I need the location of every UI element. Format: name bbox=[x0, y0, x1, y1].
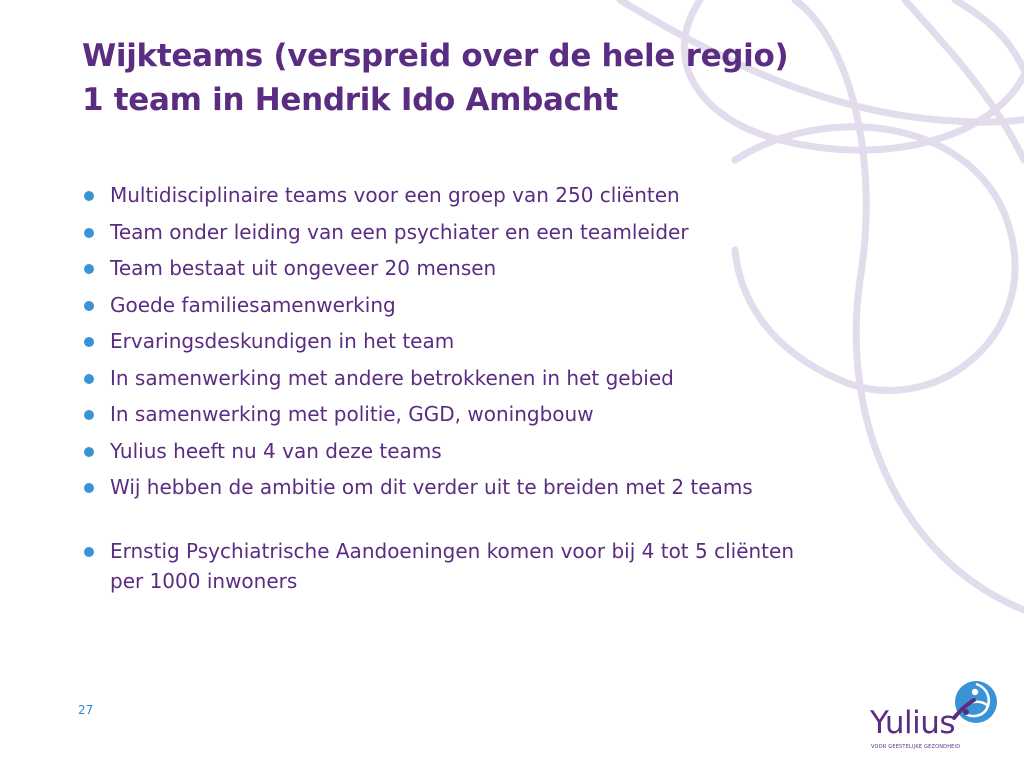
bullet-item bbox=[82, 290, 802, 320]
bullet-item bbox=[82, 217, 802, 247]
slide-title-line-1: Wijkteams (verspreid over de hele regio) bbox=[82, 38, 789, 74]
bullet-text: Ernstig Psychiatrische Aandoeningen komen voor bij 4 tot 5 cliënten per 1000 inwoners bbox=[110, 539, 795, 593]
bullet-text: Goede familiesamenwerking bbox=[110, 292, 396, 317]
bullet-text: Team onder leiding van een psychiater en een teamleider bbox=[110, 219, 689, 244]
bullet-dot-icon bbox=[84, 301, 94, 311]
slide-title-line-2: 1 team in Hendrik Ido Ambacht bbox=[82, 82, 619, 118]
bullet-text: Team bestaat uit ongeveer 20 mensen bbox=[110, 256, 497, 280]
bullet-dot-icon bbox=[84, 228, 94, 238]
bullet-dot-icon bbox=[84, 337, 94, 347]
yulius-logo-text: Yulius bbox=[870, 705, 956, 741]
slide-title bbox=[82, 34, 842, 122]
bullet-dot-icon bbox=[84, 483, 94, 493]
bullet-dot-icon bbox=[84, 447, 94, 457]
bullet-dot-icon bbox=[84, 547, 94, 557]
bullet-text: In samenwerking met politie, GGD, woningbouw bbox=[110, 402, 594, 426]
bullet-dot-icon bbox=[84, 191, 94, 201]
bullet-text: Wij hebben de ambitie om dit verder uit te breiden met 2 teams bbox=[110, 475, 753, 499]
bullet-text: Multidisciplinaire teams voor een groep van 250 cliënten bbox=[110, 183, 680, 207]
page-number: 27 bbox=[78, 703, 94, 717]
bullet-dot-icon bbox=[84, 410, 94, 420]
bullet-text: Yulius heeft nu 4 van deze teams bbox=[110, 438, 442, 463]
bullet-item bbox=[82, 180, 802, 210]
bullet-dot-icon bbox=[84, 374, 94, 384]
bullet-item bbox=[82, 399, 802, 429]
bullet-dot-icon bbox=[84, 264, 94, 274]
bullet-text: Ervaringsdeskundigen in het team bbox=[110, 329, 455, 353]
bullet-item-extra bbox=[82, 536, 802, 596]
bullet-item bbox=[82, 363, 802, 393]
bullet-item bbox=[82, 436, 802, 466]
bullet-item bbox=[82, 326, 802, 356]
bullet-list bbox=[82, 180, 802, 603]
yulius-logo-tagline: VOOR GEESTELIJKE GEZONDHEID bbox=[871, 744, 961, 750]
bullet-item bbox=[82, 472, 802, 502]
bullet-item bbox=[82, 253, 802, 283]
bullet-text: In samenwerking met andere betrokkenen in het gebied bbox=[110, 365, 674, 390]
